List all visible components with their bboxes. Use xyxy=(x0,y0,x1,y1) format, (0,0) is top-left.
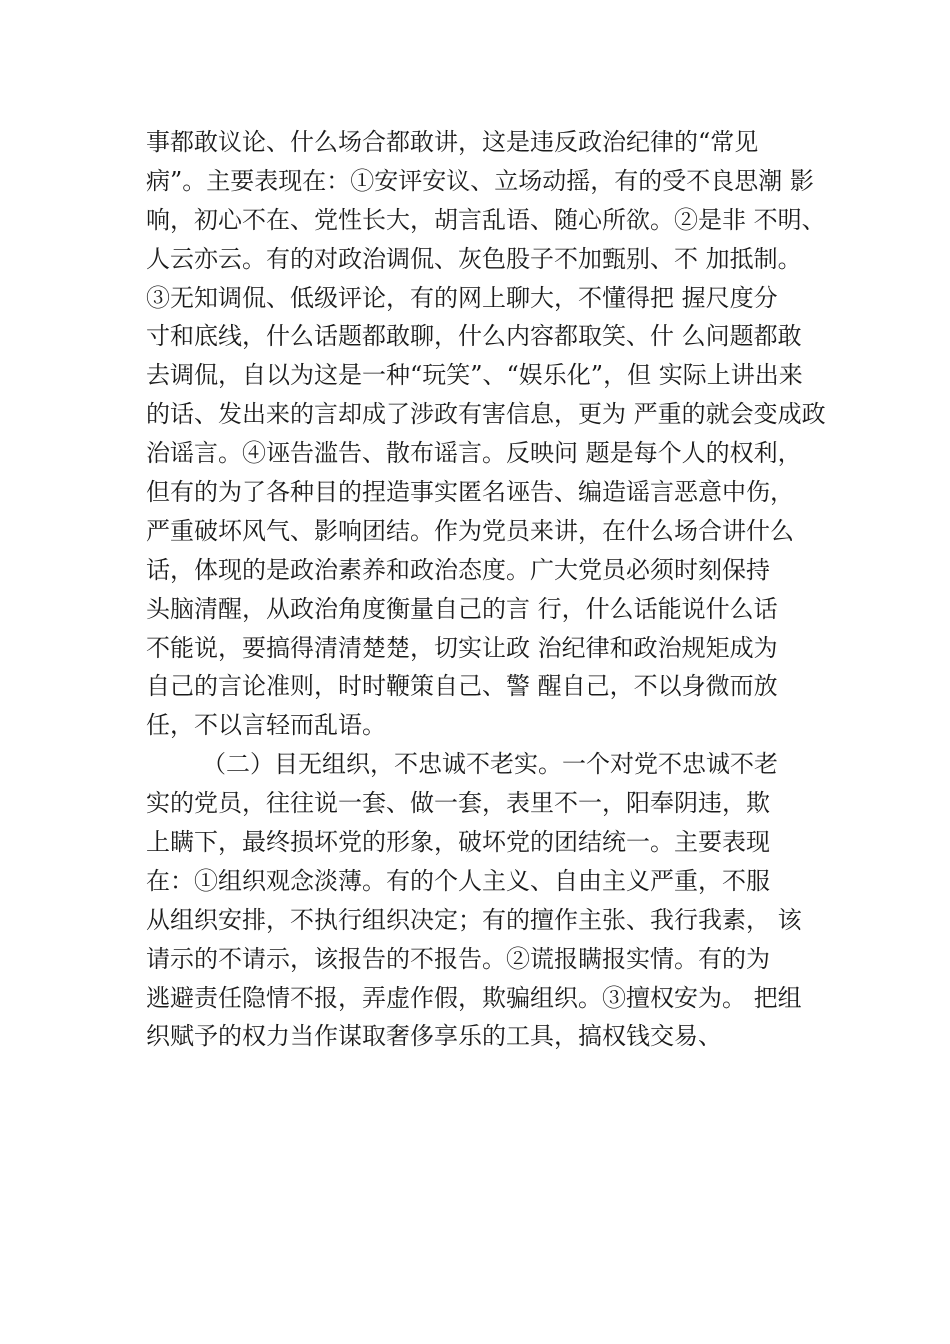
text-line: 的话、发出来的言却成了涉政有害信息，更为 严重的就会变成政 xyxy=(146,400,826,429)
text-line: 请示的不请示，该报告的不报告。②谎报瞒报实情。有的为 xyxy=(146,944,770,973)
text-line: 人云亦云。有的对政治调侃、灰色股子不加甄别、不 加抵制。 xyxy=(146,244,802,273)
text-line: 去调侃，自以为这是一种“玩笑”、“娱乐化”，但 实际上讲出来 xyxy=(146,361,803,390)
text-line: 不能说，要搞得清清楚楚，切实让政 治纪律和政治规矩成为 xyxy=(146,633,778,662)
text-line: 在：①组织观念淡薄。有的个人主义、自由主义严重，不服 xyxy=(146,866,770,895)
body-text xyxy=(146,123,886,1056)
text-line: 头脑清醒，从政治角度衡量自己的言 行，什么话能说什么话 xyxy=(146,594,778,623)
text-line: 治谣言。④诬告滥告、散布谣言。反映问 题是每个人的权利， xyxy=(146,439,802,468)
text-line: 响，初心不在、党性长大，胡言乱语、随心所欲。②是非 不明、 xyxy=(146,205,826,234)
text-line: 上瞒下，最终损坏党的形象，破坏党的团结统一。主要表现 xyxy=(146,828,770,857)
text-line: 织赋予的权力当作谋取奢侈享乐的工具，搞权钱交易、 xyxy=(146,1022,722,1051)
text-line: 任，不以言轻而乱语。 xyxy=(146,711,386,740)
text-line: 实的党员，往往说一套、做一套，表里不一，阳奉阴违，欺 xyxy=(146,789,770,818)
text-line: 寸和底线，什么话题都敢聊，什么内容都取笑、什 么问题都敢 xyxy=(146,322,802,351)
text-line: 从组织安排，不执行组织决定；有的擅作主张、我行我素， 该 xyxy=(146,905,802,934)
text-line: 病”。主要表现在：①安评安议、立场动摇，有的受不良思潮 影 xyxy=(146,166,814,195)
text-line: 自己的言论准则，时时鞭策自己、警 醒自己，不以身微而放 xyxy=(146,672,778,701)
text-line: 但有的为了各种目的捏造事实匿名诬告、编造谣言恶意中伤， xyxy=(146,478,794,507)
section-heading-line: （二）目无组织，不忠诚不老实。一个对党不忠诚不老 xyxy=(202,750,778,779)
text-line: 严重破坏风气、影响团结。作为党员来讲，在什么场合讲什么 xyxy=(146,516,794,545)
text-line: 逃避责任隐情不报，弄虚作假，欺骗组织。③擅权安为。 把组 xyxy=(146,983,802,1012)
text-line: 事都敢议论、什么场合都敢讲，这是违反政治纪律的“常见 xyxy=(146,128,759,156)
text-line: 话，体现的是政治素养和政治态度。广大党员必须时刻保持 xyxy=(146,555,770,584)
text-line: ③无知调侃、低级评论，有的网上聊大，不懂得把 握尺度分 xyxy=(146,283,778,312)
